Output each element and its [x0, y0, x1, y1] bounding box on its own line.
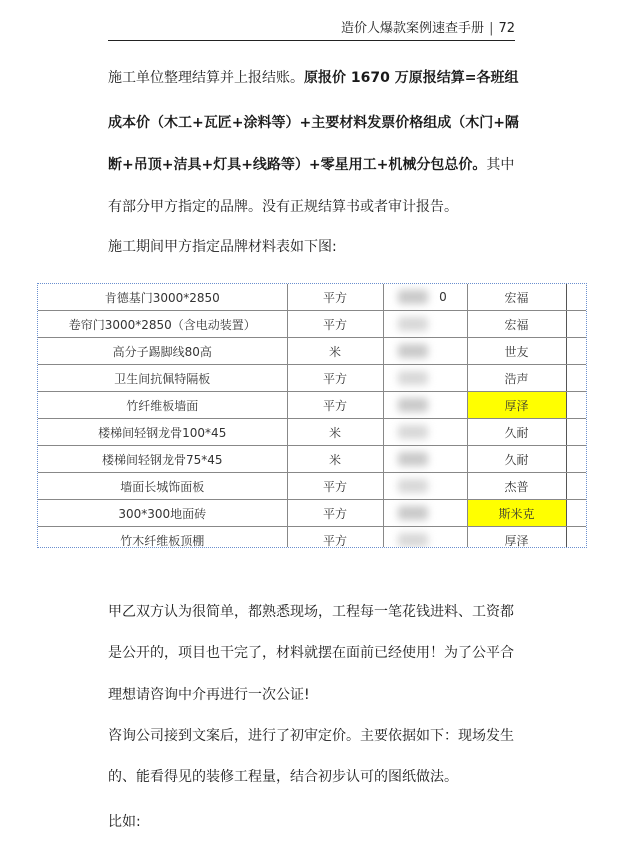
material-name-cell: 卷帘门3000*2850（含电动装置） — [38, 311, 287, 338]
redaction-blur — [398, 371, 428, 385]
price-cell-redacted — [383, 392, 467, 419]
material-name-cell: 肯德基门3000*2850 — [38, 284, 287, 311]
unit-cell: 平方 — [287, 311, 383, 338]
redaction-blur — [398, 290, 428, 304]
material-name-cell: 楼梯间轻钢龙骨75*45 — [38, 446, 287, 473]
brand-material-table — [37, 283, 587, 548]
table-row — [38, 500, 586, 527]
empty-cell — [566, 284, 586, 311]
price-cell-redacted — [383, 365, 467, 392]
unit-cell: 米 — [287, 338, 383, 365]
price-fragment: 0 — [439, 290, 447, 304]
price-cell-redacted — [383, 500, 467, 527]
redaction-blur — [398, 317, 428, 331]
material-name-cell: 高分子踢脚线80高 — [38, 338, 287, 365]
material-name-cell: 卫生间抗佩特隔板 — [38, 365, 287, 392]
unit-cell: 米 — [287, 419, 383, 446]
empty-cell — [566, 500, 586, 527]
paragraph-line: 甲乙双方认为很简单，都熟悉现场，工程每一笔花钱进料、工资都 — [108, 604, 514, 620]
redaction-blur — [398, 398, 428, 412]
empty-cell — [566, 527, 586, 549]
material-name-cell: 300*300地面砖 — [38, 500, 287, 527]
table-row — [38, 419, 586, 446]
brand-cell: 厚泽 — [467, 527, 566, 549]
brand-cell: 斯米克 — [467, 500, 566, 527]
table-row — [38, 338, 586, 365]
empty-cell — [566, 392, 586, 419]
brand-cell: 浩声 — [467, 365, 566, 392]
empty-cell — [566, 365, 586, 392]
brand-cell: 久耐 — [467, 446, 566, 473]
price-cell-redacted — [383, 311, 467, 338]
material-name-cell: 楼梯间轻钢龙骨100*45 — [38, 419, 287, 446]
paragraph-line: 有部分甲方指定的品牌。没有正规结算书或者审计报告。 — [108, 199, 458, 215]
header-title: 造价人爆款案例速查手册 — [341, 21, 485, 36]
brand-cell: 世友 — [467, 338, 566, 365]
unit-cell: 平方 — [287, 500, 383, 527]
bold-text-run: 原报价 1670 万原报结算=各班组 — [304, 70, 519, 86]
empty-cell — [566, 446, 586, 473]
paragraph-line: 的、能看得见的装修工程量，结合初步认可的图纸做法。 — [108, 769, 458, 785]
redaction-blur — [398, 533, 428, 547]
price-cell-redacted — [383, 473, 467, 500]
unit-cell: 平方 — [287, 365, 383, 392]
table-row — [38, 365, 586, 392]
empty-cell — [566, 419, 586, 446]
material-name-cell: 墙面长城饰面板 — [38, 473, 287, 500]
empty-cell — [566, 311, 586, 338]
table-row — [38, 311, 586, 338]
brand-cell: 厚泽 — [467, 392, 566, 419]
bold-text-run: 断+吊顶+洁具+灯具+线路等）+零星用工+机械分包总价。 — [108, 157, 487, 173]
redaction-blur — [398, 479, 428, 493]
price-cell-redacted — [383, 419, 467, 446]
brand-cell: 杰普 — [467, 473, 566, 500]
table-row — [38, 446, 586, 473]
unit-cell: 米 — [287, 446, 383, 473]
unit-cell: 平方 — [287, 527, 383, 549]
material-name-cell: 竹木纤维板顶棚 — [38, 527, 287, 549]
redaction-blur — [398, 344, 428, 358]
brand-cell: 宏福 — [467, 284, 566, 311]
brand-cell: 久耐 — [467, 419, 566, 446]
redaction-blur — [398, 452, 428, 466]
header-separator: | — [489, 21, 494, 36]
text-run: 其中 — [486, 157, 515, 173]
price-cell-redacted — [383, 446, 467, 473]
unit-cell: 平方 — [287, 392, 383, 419]
empty-cell — [566, 338, 586, 365]
paragraph-line — [108, 112, 528, 132]
paragraph-line: 咨询公司接到文案后，进行了初审定价。主要依据如下：现场发生 — [108, 728, 514, 744]
page-header — [108, 18, 515, 41]
brand-cell: 宏福 — [467, 311, 566, 338]
paragraph-line: 比如: — [108, 814, 141, 830]
bold-text-run: 成本价（木工+瓦匠+涂料等）+主要材料发票价格组成（木门+隔 — [108, 115, 519, 131]
paragraph-line: 是公开的，项目也干完了，材料就摆在面前已经使用！为了公平合 — [108, 645, 514, 661]
unit-cell: 平方 — [287, 473, 383, 500]
unit-cell: 平方 — [287, 284, 383, 311]
table-row — [38, 473, 586, 500]
paragraph-line: 理想请咨询中介再进行一次公证! — [108, 687, 310, 703]
table-row — [38, 392, 586, 419]
price-cell-redacted — [383, 338, 467, 365]
table-row — [38, 284, 586, 311]
paragraph-line — [108, 67, 528, 87]
redaction-blur — [398, 425, 428, 439]
material-name-cell: 竹纤维板墙面 — [38, 392, 287, 419]
empty-cell — [566, 473, 586, 500]
text-run: 施工单位整理结算并上报结账。 — [108, 70, 304, 86]
page-number: 72 — [498, 21, 515, 36]
table-row — [38, 527, 586, 549]
price-cell-redacted — [383, 527, 467, 549]
paragraph-line — [108, 154, 528, 174]
paragraph-line: 施工期间甲方指定品牌材料表如下图: — [108, 239, 337, 255]
redaction-blur — [398, 506, 428, 520]
price-cell-redacted — [383, 284, 467, 311]
